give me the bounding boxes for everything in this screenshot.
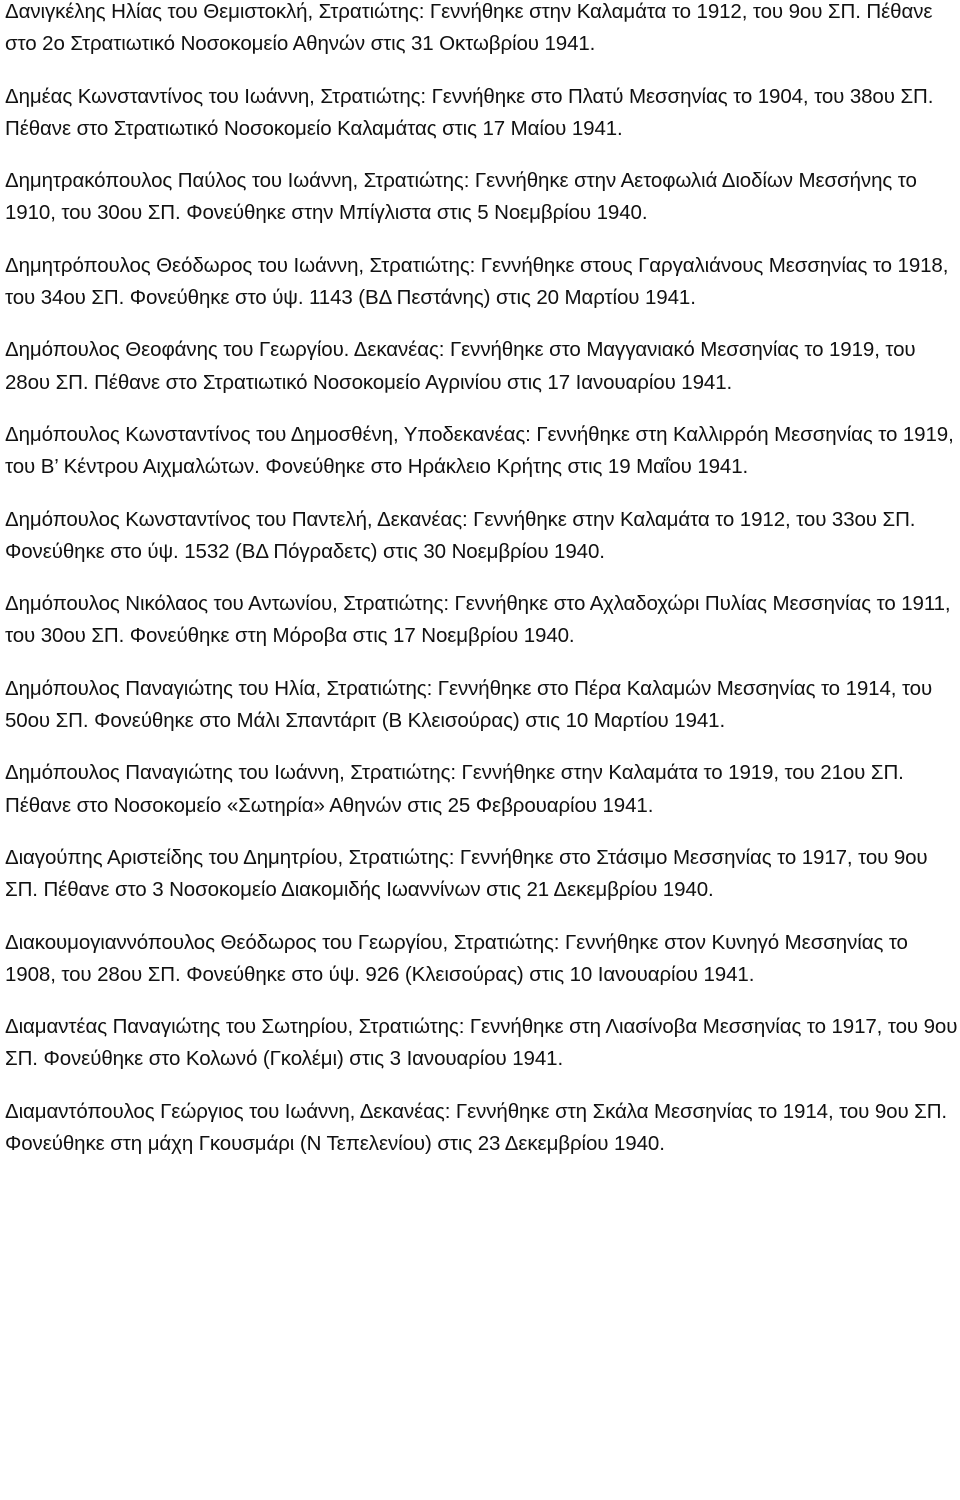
entry-dimeas: Δημέας Κωνσταντίνος του Ιωάννη, Στρατιώτης: Γεννήθηκε στο Πλατύ Μεσσηνίας το 1904, του 38ου ΣΠ. Πέθανε στο Στρατιωτικό Νοσοκομείο Καλαμάτας στις 17 Μαίου 1941. xyxy=(5,84,934,140)
entry-dimopoulos-panagiotis-ilias: Δημόπουλος Παναγιώτης του Ηλία, Στρατιώτης: Γεννήθηκε στο Πέρα Καλαμών Μεσσηνίας το 1914, του 50ου ΣΠ. Φονεύθηκε στο Μάλι Σπαντάριτ (Β Κλεισούρας) στις 10 Μαρτίου 1941. xyxy=(5,676,933,733)
entry-dimitropoulos: Δημητρόπουλος Θεόδωρος του Ιωάννη, Στρατιώτης: Γεννήθηκε στους Γαργαλιάνους Μεσσηνίας το 1918, του 34ου ΣΠ. Φονεύθηκε στο ύψ. 1143 (ΒΔ Πεστάνης) στις 20 Μαρτίου 1941. xyxy=(5,253,949,310)
entry-dimitrakopoulos: Δημητρακόπουλος Παύλος του Ιωάννη, Στρατιώτης: Γεννήθηκε στην Αετοφωλιά Διοδίων Μεσσήνης το 1910, του 30ου ΣΠ. Φονεύθηκε στην Μπίγλιστα στις 5 Νοεμβρίου 1940. xyxy=(5,169,917,225)
entry-diagoupis: Διαγούπης Αριστείδης του Δημητρίου, Στρατιώτης: Γεννήθηκε στο Στάσιμο Μεσσηνίας το 1917, του 9ου ΣΠ. Πέθανε στο 3 Νοσοκομείο Διακομιδής Ιωαννίνων στις 21 Δεκεμβρίου 1940. xyxy=(5,845,928,902)
entry-dimopoulos-nikolaos: Δημόπουλος Νικόλαος του Αντωνίου, Στρατιώτης: Γεννήθηκε στο Αχλαδοχώρι Πυλίας Μεσσηνίας το 1911, του 30ου ΣΠ. Φονεύθηκε στη Μόροβα στις 17 Νοεμβρίου 1940. xyxy=(5,592,951,648)
entry-diamantopoulos: Διαμαντόπουλος Γεώργιος του Ιωάννη, Δεκανέας: Γεννήθηκε στη Σκάλα Μεσσηνίας το 1914, του 9ου ΣΠ. Φονεύθηκε στη μάχη Γκουσμάρι (Ν Τεπελενίου) στις 23 Δεκεμβρίου 1940. xyxy=(5,1099,948,1156)
entry-dimopoulos-konstantinos-pantelis: Δημόπουλος Κωνσταντίνος του Παντελή, Δεκανέας: Γεννήθηκε στην Καλαμάτα το 1912, του 33ου ΣΠ. Φονεύθηκε στο ύψ. 1532 (ΒΔ Πόγραδετς) στις 30 Νοεμβρίου 1940. xyxy=(5,507,916,563)
entry-diamanteas: Διαμαντέας Παναγιώτης του Σωτηρίου, Στρατιώτης: Γεννήθηκε στη Λιασίνοβα Μεσσηνίας το 1917, του 9ου ΣΠ. Φονεύθηκε στο Κολωνό (Γκολέμι) στις 3 Ιανουαρίου 1941. xyxy=(5,1015,958,1071)
entry-dimopoulos-panagiotis-ioannis: Δημόπουλος Παναγιώτης του Ιωάννη, Στρατιώτης: Γεννήθηκε στην Καλαμάτα το 1919, του 21ου ΣΠ. Πέθανε στο Νοσοκομείο «Σωτηρία» Αθηνών στις 25 Φεβρουαρίου 1941. xyxy=(5,761,904,817)
entry-dimopoulos-konstantinos-dimosthenis: Δημόπουλος Κωνσταντίνος του Δημοσθένη, Υποδεκανέας: Γεννήθηκε στη Καλλιρρόη Μεσσηνίας το 1919, του Β’ Κέντρου Αιχμαλώτων. Φονεύθηκε στο Ηράκλειο Κρήτης στις 19 Μαΐου 1941. xyxy=(5,422,954,479)
entry-dimopoulos-theofanis: Δημόπουλος Θεοφάνης του Γεωργίου. Δεκανέας: Γεννήθηκε στο Μαγγανιακό Μεσσηνίας το 1919, του 28ου ΣΠ. Πέθανε στο Στρατιωτικό Νοσοκομείο Αγρινίου στις 17 Ιανουαρίου 1941. xyxy=(5,338,916,394)
entry-danigkelis: Δανιγκέλης Ηλίας του Θεμιστοκλή, Στρατιώτης: Γεννήθηκε στην Καλαμάτα το 1912, του 9ου ΣΠ. Πέθανε στο 2ο Στρατιωτικό Νοσοκομείο Αθηνών στις 31 Οκτωβρίου 1941. xyxy=(5,0,933,56)
entry-diakoumogiannopoulos: Διακουμογιαννόπουλος Θεόδωρος του Γεωργίου, Στρατιώτης: Γεννήθηκε στον Κυνηγό Μεσσηνίας το 1908, του 28ου ΣΠ. Φονεύθηκε στο ύψ. 926 (Κλεισούρας) στις 10 Ιανουαρίου 1941. xyxy=(5,930,908,986)
